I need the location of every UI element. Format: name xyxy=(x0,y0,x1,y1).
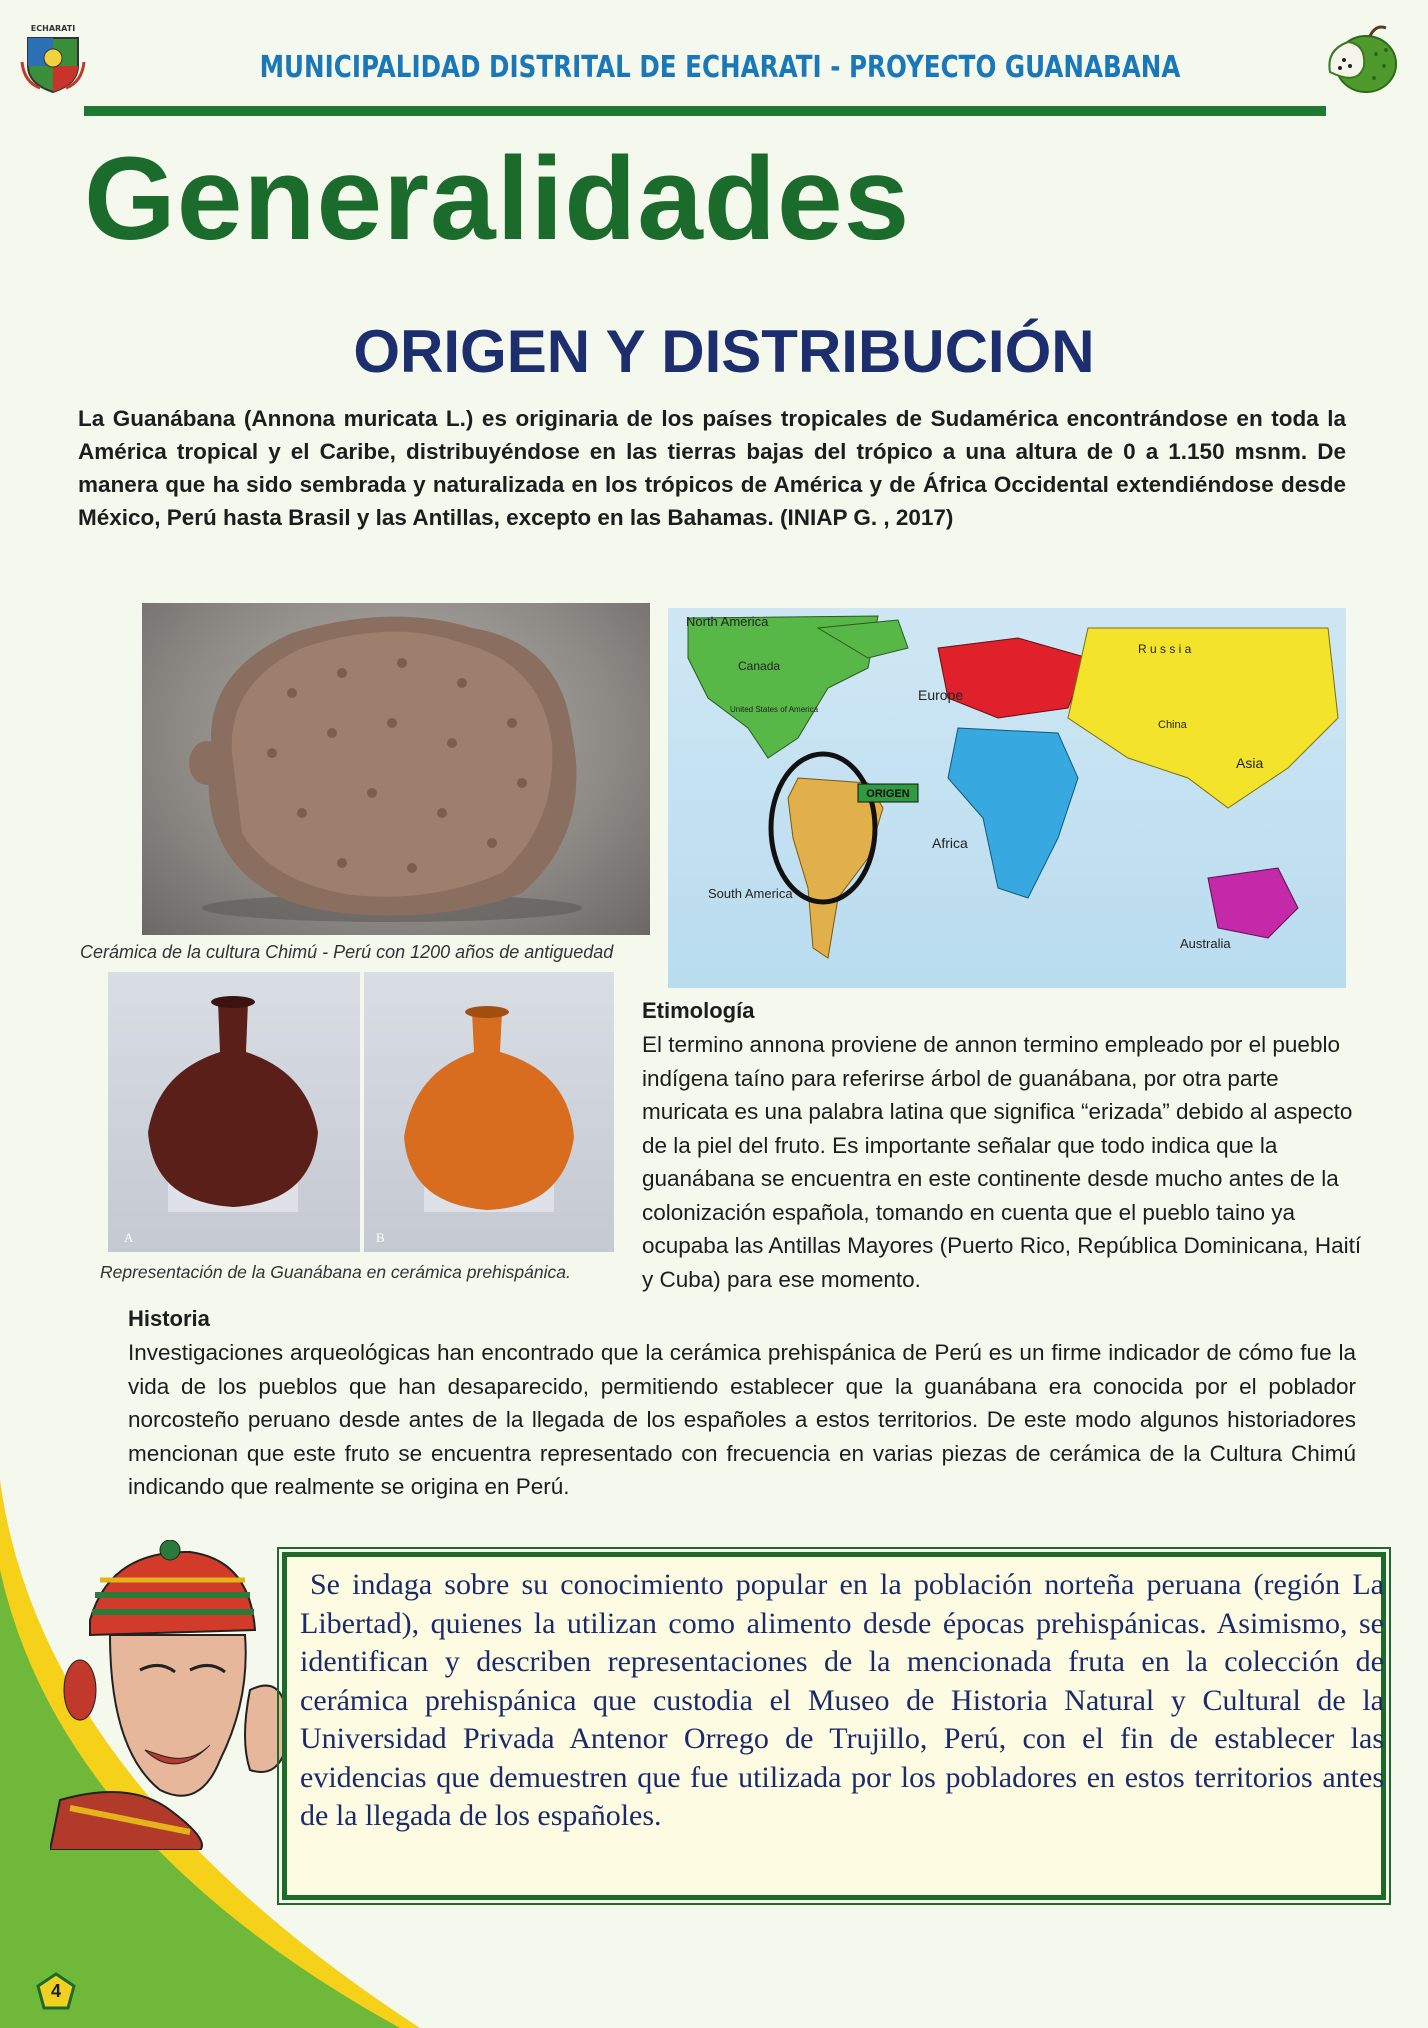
pottery-b-photo xyxy=(364,972,614,1252)
map-label-asia: Asia xyxy=(1236,755,1264,771)
historia-heading: Historia xyxy=(128,1306,210,1331)
chimu-ceramic-photo xyxy=(142,603,650,935)
chimu-caption: Cerámica de la cultura Chimú - Perú con 1200 años de antiguedad xyxy=(80,942,614,962)
page-title: Generalidades xyxy=(84,133,911,265)
map-label-canada: Canada xyxy=(738,659,781,673)
europe-region xyxy=(938,638,1088,718)
map-label-europe: Europe xyxy=(918,687,964,703)
map-label-china: China xyxy=(1158,719,1187,731)
etimologia-body: El termino annona proviene de annon termino empleado por el pueblo indígena taíno para referirse árbol de guanábana, por otra parte muricata es una palabra latina que significa “erizada” debido al aspecto de la piel del fruto. Es importante señalar que todo indica que la guanábana se encuentra en este continente desde mucho antes de la colonización española, tomando en cuenta que el pueblo taino ya ocupaba las Antillas Mayores (Puerto Rico, República Dominicana, Haití y Cuba) para ese momento. xyxy=(642,1032,1362,1292)
pottery-a-label: A xyxy=(124,1230,134,1245)
echarati-logo xyxy=(20,22,86,94)
world-map xyxy=(668,608,1346,988)
map-label-africa: Africa xyxy=(932,835,968,851)
map-label-russia: R u s s i a xyxy=(1138,642,1192,656)
cartoon-character-illustration xyxy=(50,1540,300,1850)
header-title: MUNICIPALIDAD DISTRITAL DE ECHARATI - PROYECTO GUANABANA xyxy=(259,50,1181,85)
pottery-b-label: B xyxy=(376,1230,385,1245)
russia-asia-region xyxy=(1068,628,1338,808)
guanabana-fruit-icon xyxy=(1320,20,1398,98)
pottery-caption: Representación de la Guanábana en cerámica prehispánica. xyxy=(100,1262,571,1282)
map-label-australia: Australia xyxy=(1180,936,1231,951)
quote-text: Se indaga sobre su conocimiento popular en la población norteña peruana (región La Libertad), quienes la utilizan como alimento desde épocas prehispánicas. Asimismo, se identifican y describen representaciones de la mencionada fruta en la colección de cerámica prehispánica que custodia el Museo de Historia Natural y Cultural de la Universidad Privada Antenor Orrego de Trujillo, Perú, con el fin de establecer las evidencias que demuestren que fue utilizada por los pobladores en estos territorios antes de la llegada de los españoles. xyxy=(300,1568,1384,1832)
etimologia-heading: Etimología xyxy=(642,998,755,1023)
pottery-a-photo xyxy=(108,972,360,1252)
svg-text:ECHARATI: ECHARATI xyxy=(30,24,76,33)
historia-body: Investigaciones arqueológicas han encontrado que la cerámica prehispánica de Perú es un firme indicador de cómo fue la vida de los pueblos que han desaparecido, permitiendo establecer que la guanábana era conocida por el poblador norcosteño peruano desde antes de la llegada de los españoles a estos territorios. De este modo algunos historiadores mencionan que este fruto se encuentra representado con frecuencia en varias piezas de cerámica de la Cultura Chimú indicando que realmente se origina en Perú. xyxy=(128,1340,1356,1499)
intro-paragraph: La Guanábana (Annona muricata L.) es originaria de los países tropicales de Sudamérica encontrándose en toda la América tropical y el Caribe, distribuyéndose en las tierras bajas del trópico a una altura de 0 a 1.150 msnm. De manera que ha sido sembrada y naturalizada en los trópicos de América y de África Occidental extendiéndose desde México, Perú hasta Brasil y las Antillas, excepto en las Bahamas. (INIAP G. , 2017) xyxy=(78,406,1346,530)
map-label-north-america: North America xyxy=(686,614,769,629)
section-title: ORIGEN Y DISTRIBUCIÓN xyxy=(353,318,1095,385)
australia-region xyxy=(1208,868,1298,938)
page-number: 4 xyxy=(50,1981,61,2001)
africa-region xyxy=(948,728,1078,898)
origen-label: ORIGEN xyxy=(866,788,910,800)
map-label-usa: United States of America xyxy=(730,705,819,714)
header-rule xyxy=(84,106,1326,116)
map-label-south-america: South America xyxy=(708,886,793,901)
